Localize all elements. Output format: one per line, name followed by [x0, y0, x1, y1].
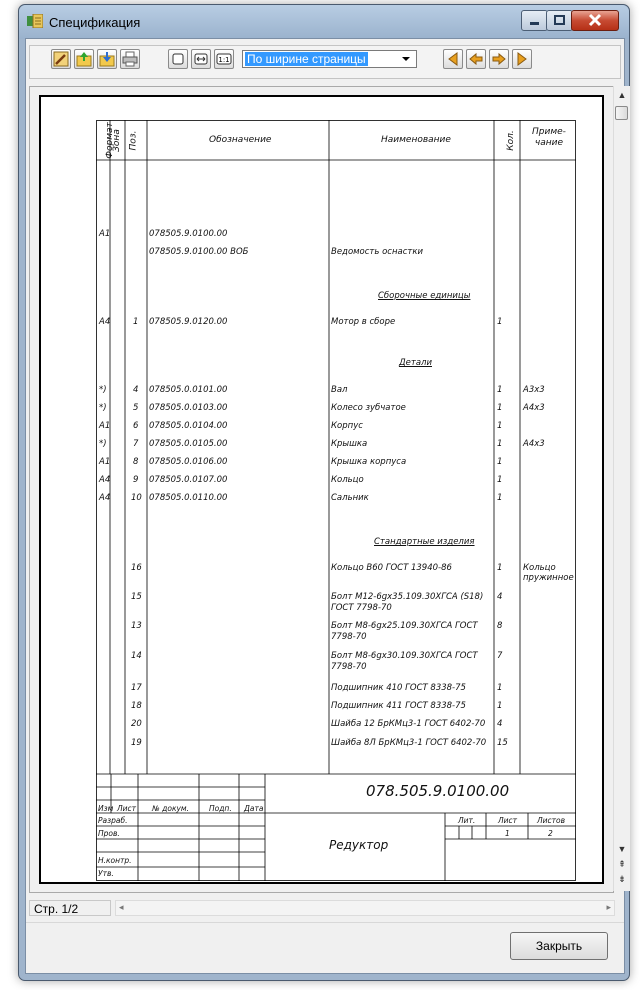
- row-note: Кольцо пружинное: [523, 563, 574, 583]
- stamp-col-label: Дата: [244, 804, 264, 813]
- spec-page: [39, 95, 604, 884]
- row-format: А1: [99, 421, 111, 431]
- row-note: А4х3: [523, 403, 545, 413]
- minimize-icon: [522, 11, 547, 30]
- fit-width-button[interactable]: [191, 49, 211, 69]
- pencil-icon: [53, 51, 69, 67]
- row-pos: 18: [131, 701, 142, 711]
- row-designation: 078505.0.0106.00: [149, 457, 228, 467]
- single-page-button[interactable]: [168, 49, 188, 69]
- stamp-sheet-label: Лист: [498, 816, 518, 825]
- header-designation: Обозначение: [209, 135, 272, 145]
- toolbar: [29, 45, 621, 79]
- row-designation: 078505.0.0105.00: [149, 439, 228, 449]
- row-pos: 15: [131, 592, 142, 602]
- row-note: А4х3: [523, 439, 545, 449]
- row-pos: 10: [131, 493, 142, 503]
- row-designation: 078505.0.0101.00: [149, 385, 228, 395]
- row-name: Кольцо: [331, 475, 364, 485]
- row-qty: 15: [497, 738, 508, 748]
- row-format: А4: [99, 317, 111, 327]
- stamp-sheet-value: 1: [505, 829, 510, 838]
- first-page-icon: [445, 51, 461, 67]
- row-name: Шайба 8Л БрКМц3-1 ГОСТ 6402-70: [331, 738, 487, 748]
- row-designation: 078505.9.0100.00: [149, 229, 228, 239]
- last-page-icon: [514, 51, 530, 67]
- close-icon: [572, 11, 618, 30]
- row-qty: 1: [497, 317, 503, 327]
- row-pos: 17: [131, 683, 142, 693]
- row-format: *): [99, 403, 107, 413]
- spec-table-lines: [41, 97, 602, 882]
- row-name: Болт М12-6gх35.109.30ХГСА (S18) ГОСТ 7798-70: [331, 592, 484, 613]
- row-designation: 078505.0.0110.00: [149, 493, 228, 503]
- row-name: Болт М8-6gх25.109.30ХГСА ГОСТ 7798-70: [331, 621, 478, 642]
- stamp-row-label: Разраб.: [98, 816, 128, 825]
- row-format: *): [99, 439, 107, 449]
- page-down-icon[interactable]: ⇟: [618, 874, 626, 884]
- section-heading: Сборочные единицы: [378, 291, 471, 301]
- stamp-title: Редуктор: [329, 838, 389, 852]
- scroll-thumb[interactable]: [615, 106, 628, 120]
- arrow-right-icon: [491, 51, 507, 67]
- scroll-down-icon[interactable]: ▼: [617, 844, 627, 854]
- row-designation: 078505.0.0107.00: [149, 475, 228, 485]
- header-pos: Поз.: [128, 130, 139, 151]
- stamp-col-label: Лист: [117, 804, 137, 813]
- stamp-sheets-label: Листов: [537, 816, 566, 825]
- window-client: [25, 38, 625, 974]
- vertical-scrollbar[interactable]: [613, 86, 630, 891]
- stamp-row-label: Пров.: [98, 829, 120, 838]
- stamp-col-label: Подп.: [209, 804, 232, 813]
- next-page-button[interactable]: [489, 49, 509, 69]
- row-qty: 8: [497, 621, 503, 631]
- page-up-icon[interactable]: ⇞: [618, 859, 626, 869]
- row-designation: 078505.0.0104.00: [149, 421, 228, 431]
- row-qty: 1: [497, 475, 503, 485]
- row-qty: 1: [497, 403, 503, 413]
- preview-area[interactable]: [29, 86, 614, 893]
- row-pos: 7: [133, 439, 139, 449]
- stamp-row-label: Утв.: [98, 869, 114, 878]
- maximize-icon: [547, 11, 572, 30]
- row-pos: 9: [133, 475, 139, 485]
- row-format: А4: [99, 493, 111, 503]
- row-format: А1: [99, 457, 111, 467]
- row-designation: 078505.9.0120.00: [149, 317, 228, 327]
- scroll-right-icon[interactable]: ▸: [606, 902, 611, 912]
- horizontal-scrollbar[interactable]: [115, 900, 615, 916]
- stamp-code: 078.505.9.0100.00: [366, 782, 510, 800]
- stamp-col-label: Изм: [98, 804, 114, 813]
- row-qty: 1: [497, 701, 503, 711]
- edit-button[interactable]: [51, 49, 71, 69]
- folder-down-icon: [99, 51, 115, 67]
- prev-page-button[interactable]: [466, 49, 486, 69]
- window-title: Спецификация: [49, 15, 141, 30]
- row-pos: 8: [133, 457, 139, 467]
- row-pos: 19: [131, 738, 142, 748]
- status-bar: [29, 899, 619, 917]
- row-pos: 6: [133, 421, 139, 431]
- row-pos: 4: [133, 385, 139, 395]
- row-qty: 1: [497, 439, 503, 449]
- row-qty: 1: [497, 563, 503, 573]
- row-name: Ведомость оснастки: [331, 247, 424, 257]
- close-button[interactable]: Закрыть: [510, 932, 608, 960]
- scroll-left-icon[interactable]: ◂: [119, 902, 124, 912]
- row-name: Вал: [331, 385, 348, 395]
- row-pos: 16: [131, 563, 142, 573]
- row-format: А4: [99, 475, 111, 485]
- stamp-row-label: Н.контр.: [98, 856, 132, 865]
- row-name: Кольцо В60 ГОСТ 13940-86: [331, 563, 452, 573]
- stamp-col-label: № докум.: [152, 804, 189, 813]
- row-qty: 1: [497, 385, 503, 395]
- first-page-button[interactable]: [443, 49, 463, 69]
- zoom-value: По ширине страницы: [247, 52, 366, 66]
- chevron-down-icon: [401, 55, 411, 63]
- fit-width-icon: [193, 51, 209, 67]
- row-qty: 1: [497, 683, 503, 693]
- row-qty: 4: [497, 592, 503, 602]
- close-window-button[interactable]: [571, 10, 619, 31]
- zoom-select[interactable]: [242, 50, 417, 68]
- row-name: Болт М8-6gх30.109.30ХГСА ГОСТ 7798-70: [331, 651, 478, 672]
- row-name: Мотор в сборе: [331, 317, 396, 327]
- row-note: А3х3: [523, 385, 545, 395]
- scroll-up-icon[interactable]: ▲: [617, 90, 627, 100]
- row-designation: 078505.0.0103.00: [149, 403, 228, 413]
- row-name: Сальник: [331, 493, 369, 503]
- actual-size-icon: [216, 51, 232, 67]
- page-status: Стр. 1/2: [29, 900, 111, 916]
- arrow-left-icon: [468, 51, 484, 67]
- open-button[interactable]: [74, 49, 94, 69]
- row-name: Шайба 12 БрКМц3-1 ГОСТ 6402-70: [331, 719, 486, 729]
- svg-text:1:1: 1:1: [218, 56, 230, 64]
- row-format: А1: [99, 229, 111, 239]
- row-name: Крышка: [331, 439, 368, 449]
- header-format: Формат: [104, 122, 115, 159]
- row-name: Подшипник 411 ГОСТ 8338-75: [331, 701, 466, 711]
- header-zone: Зона: [111, 129, 122, 152]
- folder-up-icon: [76, 51, 92, 67]
- section-heading: Детали: [399, 358, 432, 368]
- minimize-button[interactable]: [521, 10, 548, 31]
- app-icon: [27, 14, 43, 28]
- row-pos: 13: [131, 621, 142, 631]
- actual-size-button[interactable]: [214, 49, 234, 69]
- title-bar[interactable]: [19, 5, 629, 39]
- row-name: Подшипник 410 ГОСТ 8338-75: [331, 683, 466, 693]
- row-pos: 5: [133, 403, 139, 413]
- row-qty: 4: [497, 719, 503, 729]
- row-qty: 1: [497, 493, 503, 503]
- row-name: Крышка корпуса: [331, 457, 407, 467]
- save-button[interactable]: [97, 49, 117, 69]
- row-qty: 1: [497, 457, 503, 467]
- stamp-lit-label: Лит.: [458, 816, 476, 825]
- page-view-icon: [170, 51, 186, 67]
- row-name: Колесо зубчатое: [331, 403, 406, 413]
- header-name: Наименование: [381, 135, 451, 145]
- row-pos: 1: [133, 317, 139, 327]
- maximize-button[interactable]: [546, 10, 573, 31]
- header-note: Приме- чание: [532, 127, 566, 148]
- divider: [26, 922, 624, 923]
- header-qty: Кол.: [505, 130, 516, 151]
- last-page-button[interactable]: [512, 49, 532, 69]
- row-qty: 7: [497, 651, 503, 661]
- section-heading: Стандартные изделия: [374, 537, 475, 547]
- row-name: Корпус: [331, 421, 363, 431]
- print-button[interactable]: [120, 49, 140, 69]
- row-qty: 1: [497, 421, 503, 431]
- row-pos: 14: [131, 651, 142, 661]
- spec-window: [18, 4, 630, 981]
- row-designation: 078505.9.0100.00 ВОБ: [149, 247, 249, 257]
- printer-icon: [122, 51, 138, 67]
- stamp-sheets-value: 2: [548, 829, 553, 838]
- row-pos: 20: [131, 719, 142, 729]
- row-format: *): [99, 385, 107, 395]
